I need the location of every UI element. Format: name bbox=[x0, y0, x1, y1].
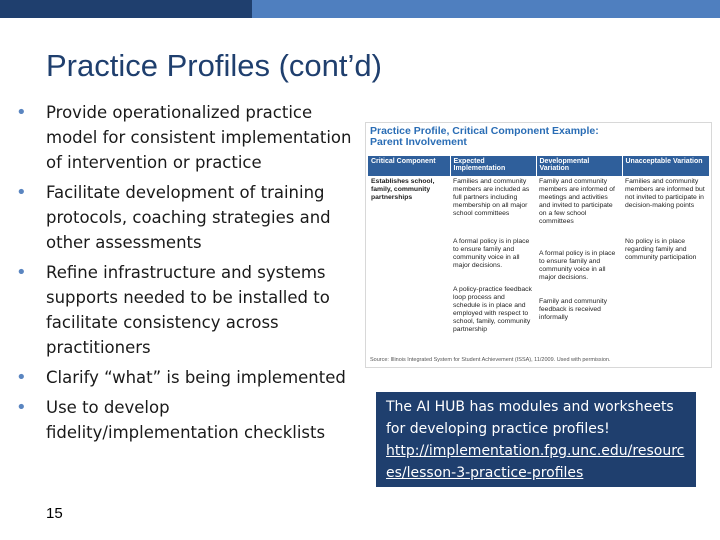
bullet-dot-icon: • bbox=[16, 262, 27, 283]
column-header: Developmental Variation bbox=[536, 156, 622, 176]
bullet-item: • Facilitate development of training protocols, coaching strategies and other assessments bbox=[16, 182, 331, 252]
bullet-dot-icon: • bbox=[16, 182, 27, 203]
header-bar-light bbox=[252, 0, 720, 18]
table-cell: Families and community members are informed but not invited to participate in decision-making points No policy is in place regarding family and community participation bbox=[625, 178, 705, 261]
table-header-row bbox=[368, 156, 709, 176]
bullet-item: • Refine infrastructure and systems supports needed to be installed to facilitate consistency across practitioners bbox=[16, 262, 330, 357]
bullet-dot-icon: • bbox=[16, 397, 27, 418]
bullet-list bbox=[16, 100, 356, 450]
page-number: 15 bbox=[46, 505, 63, 522]
bullet-dot-icon: • bbox=[16, 367, 27, 388]
table-row bbox=[368, 176, 709, 336]
header-bar-dark bbox=[0, 0, 252, 18]
column-header: Expected Implementation bbox=[450, 156, 536, 176]
resource-callout bbox=[376, 392, 696, 487]
bullet-dot-icon: • bbox=[16, 102, 27, 123]
table-cell: Family and community members are informed of meetings and activities and invited to participate on a few school committees A formal policy is in place to ensure family and community voice in all major decisions. Family and community feedback is received informally bbox=[539, 178, 616, 321]
bullet-item: • Clarify “what” is being implemented bbox=[16, 367, 346, 388]
figure-title: Practice Profile, Critical Component Example: Parent Involvement bbox=[370, 125, 599, 148]
slide-title: Practice Profiles (cont’d) bbox=[46, 48, 382, 83]
figure-source: Source: Illinois Integrated System for Student Achievement (ISSA), 11/2009. Used with permission. bbox=[370, 357, 611, 363]
column-header: Unacceptable Variation bbox=[622, 156, 709, 176]
table-cell: Establishes school, family, community partnerships bbox=[371, 178, 435, 201]
table-cell: Families and community members are included as full partners including membership on all major school committees A formal policy is in place to ensure family and community voice in all major decisions. A policy-practice feedback loop process and schedule is in place and employed with respect to school, family, community partnership bbox=[453, 178, 532, 333]
practice-profile-table bbox=[368, 156, 710, 336]
callout-text: The AI HUB has modules and worksheets for developing practice profiles! bbox=[386, 399, 674, 437]
bullet-item: • Use to develop fidelity/implementation checklists bbox=[16, 397, 326, 442]
practice-profile-figure bbox=[365, 122, 712, 368]
column-header: Critical Component bbox=[368, 156, 450, 176]
resource-link[interactable]: http://implementation.fpg.unc.edu/resources/lesson-3-practice-profiles bbox=[386, 443, 685, 481]
bullet-item: • Provide operationalized practice model for consistent implementation of intervention or practice bbox=[16, 102, 352, 172]
